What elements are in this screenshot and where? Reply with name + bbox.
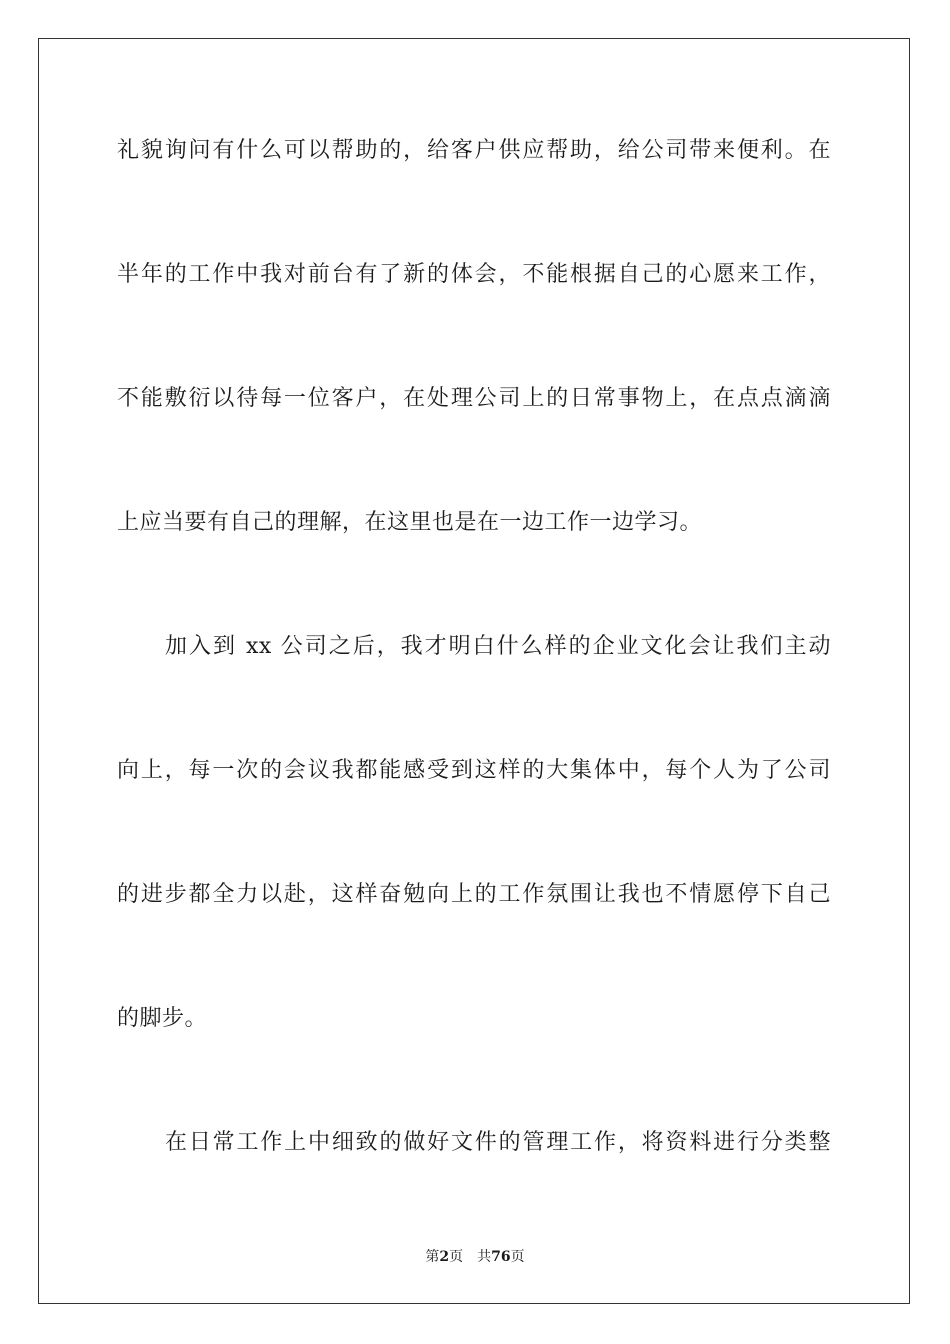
page-label-suffix: 页: [449, 1249, 464, 1265]
page-border: [38, 38, 910, 1304]
paragraph-start-line: 加入到 xx 公司之后，我才明白什么样的企业文化会让我们主动: [165, 634, 831, 659]
text-line: 上应当要有自己的理解，在这里也是在一边工作一边学习。: [117, 510, 703, 535]
total-pages: 76: [491, 1249, 511, 1265]
page-footer: [0, 1247, 950, 1267]
text-line: 不能敷衍以待每一位客户，在处理公司上的日常事物上，在点点滴滴: [117, 386, 831, 411]
page-number: 2: [439, 1249, 450, 1265]
total-label-suffix: 页: [510, 1249, 525, 1265]
paragraph-start-line: 在日常工作上中细致的做好文件的管理工作，将资料进行分类整: [165, 1130, 831, 1155]
text-line: 半年的工作中我对前台有了新的体会，不能根据自己的心愿来工作，: [117, 262, 831, 287]
text-line: 向上，每一次的会议我都能感受到这样的大集体中，每个人为了公司: [117, 758, 831, 783]
text-line: 的进步都全力以赴，这样奋勉向上的工作氛围让我也不情愿停下自己: [117, 882, 831, 907]
text-line: 礼貌询问有什么可以帮助的，给客户供应帮助，给公司带来便利。在: [117, 138, 831, 163]
total-label-prefix: 共: [477, 1249, 492, 1265]
text-line: 的脚步。: [117, 1006, 208, 1031]
page-label-prefix: 第: [425, 1249, 440, 1265]
